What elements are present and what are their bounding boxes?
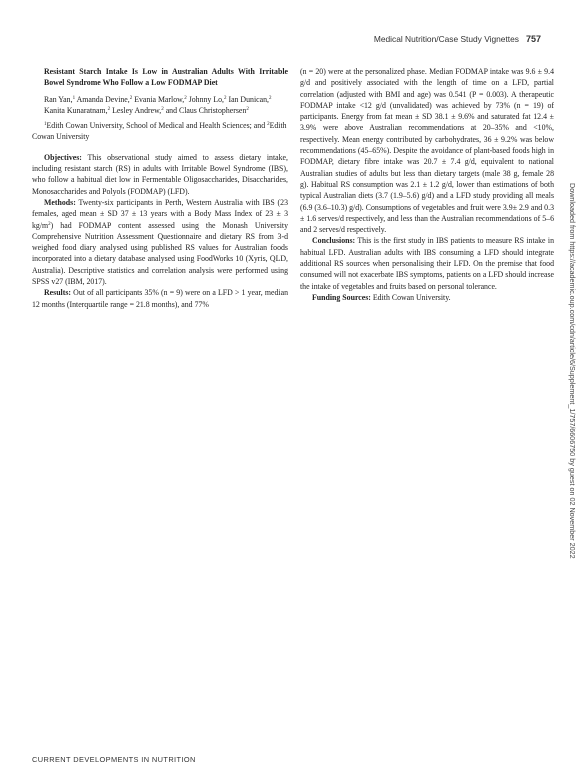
- download-watermark: Downloaded from https://academic.oup.com/cdn/article/6/Supplement_1/757/6606750 by guest on 02 November 2022: [568, 183, 577, 559]
- author: Ian Dunican,: [226, 94, 269, 104]
- methods-paragraph: [32, 197, 288, 287]
- author-affiliation-mark: 2: [161, 106, 164, 112]
- results-paragraph: [32, 287, 288, 310]
- affiliation-text: Edith Cowan University, School of Medical and Health Sciences; and: [46, 121, 268, 131]
- author: Ran Yan,: [44, 94, 73, 104]
- conclusions-text: This is the first study in IBS patients to measure RS intake in habitual LFD. Australian adults with IBS consuming a LFD should integrate additional RS sources when personalising their LFD. On the premise that food consumed will not exacerbate IBS symptoms, patients on a LFD should increase the intake of vegetables and fruits based on personal tolerance.: [300, 236, 554, 291]
- objectives-label: Objectives:: [44, 152, 82, 162]
- objectives-paragraph: [32, 152, 288, 197]
- methods-label: Methods:: [44, 197, 76, 207]
- affiliation-number: 1: [44, 122, 47, 128]
- results-label: Results:: [44, 288, 72, 298]
- conclusions-paragraph: [300, 235, 554, 291]
- author-list: [44, 94, 288, 117]
- author-affiliation-mark: 2: [246, 106, 249, 112]
- affiliations: [32, 120, 288, 143]
- author-affiliation-mark: 2: [224, 95, 227, 101]
- author-affiliation-mark: 2: [268, 95, 272, 101]
- author: Amanda Devine,: [75, 94, 130, 104]
- funding-label: Funding Sources:: [312, 292, 371, 302]
- author-affiliation-mark: 1: [72, 95, 76, 101]
- affiliation-number: 2: [267, 122, 270, 128]
- conclusions-label: Conclusions:: [312, 236, 356, 246]
- results-text: Out of all participants 35% (n = 9) were on a LFD > 1 year, median 12 months (Interquartile range = 21.8 months), and 77%: [32, 288, 288, 309]
- affiliation-text: Edith Cowan University: [32, 121, 287, 142]
- journal-footer: CURRENT DEVELOPMENTS IN NUTRITION: [32, 755, 196, 764]
- author-affiliation-mark: 2: [107, 106, 111, 112]
- results-continued: (n = 20) were at the personalized phase. Median FODMAP intake was 9.6 ± 9.4 g/d and positively associated with the length of time on a LFD, partial correlation (adjusted with BMI and age) was 0.541 (P = 0.003). A therapeutic FODMAP intake <12 g/d (unvalidated) was achieved by 73% (n = 19) of participants. Energy from fat mean ± SD 38.1 ± 9.6% and saturated fat 12.4 ± 3.9% were above Australian recommendations at 20–35% and <10%, respectively. Mean energy contributed by carbohydrates, 36 ± 9.2% was below recommendations (45–65%). Despite the avoidance of plant-based foods high in FODMAP, dietary fibre intake was 20.7 ± 7.4 g/d, equivalent to national Australian studies of adults but less than dietary targets (male 38 g, female 28 g). Habitual RS consumption was 2.1 ± 1.2 g/d, lower than estimations of both typical Australian diets (3.7 (1.9–5.6) g/d) and a LFD study providing all meals (6.9 (3.6–10.3) g/d). Consumptions of vegetables and fruit were 3.9± 2.9 and 0.3 ± 1.6 serves/d respectively, and less than the Australian recommendations of 5–6 and 2 serves/d respectively.: [300, 67, 554, 235]
- methods-text-continued: ) had FODMAP content assessed using the Monash University Comprehensive Nutrition Assessment Questionnaire and dietary RS from 3-d weighed food diary analysed using published RS values for Australian foods incorporated into a dietary database analysed using FoodWorks 10 (Xyris, QLD, Australia). Descriptive statistics and correlation analysis were performed using SPSS v27 (IBM, 2017).: [32, 220, 288, 287]
- right-column: [300, 66, 554, 303]
- author: Johnny Lo,: [186, 94, 224, 104]
- author: and Claus Christophersen: [163, 105, 247, 115]
- author-affiliation-mark: 2: [184, 95, 187, 101]
- left-column: [32, 66, 288, 310]
- running-header: [374, 34, 541, 44]
- author-affiliation-mark: 2: [129, 95, 133, 101]
- article-title: Resistant Starch Intake Is Low in Australian Adults With Irritable Bowel Syndrome Who Follow a Low FODMAP Diet: [44, 67, 288, 88]
- author: Lesley Andrew,: [110, 105, 162, 115]
- methods-superscript: 2: [48, 221, 51, 227]
- journal-section: Medical Nutrition/Case Study Vignettes: [373, 34, 519, 44]
- page-number: 757: [525, 34, 541, 44]
- author: Kanita Kunaratnam,: [44, 105, 108, 115]
- methods-text: Twenty-six participants in Perth, Western Australia with IBS (23 females, aged mean ± SD 37 ± 13 years with a Body Mass Index of 23 ± 3 kg/m: [32, 197, 288, 230]
- objectives-text: This observational study aimed to assess dietary intake, including resistant starch (RS) in adults with Irritable Bowel Syndrome (IBS), who follow a habitual diet low in Fermentable Oligosaccharides, Disaccharides, Monosaccharides and Polyols (FODMAP) (LFD).: [32, 152, 288, 196]
- funding-text: Edith Cowan University.: [370, 292, 451, 302]
- funding-paragraph: [300, 292, 554, 303]
- author: Evania Marlow,: [132, 94, 185, 104]
